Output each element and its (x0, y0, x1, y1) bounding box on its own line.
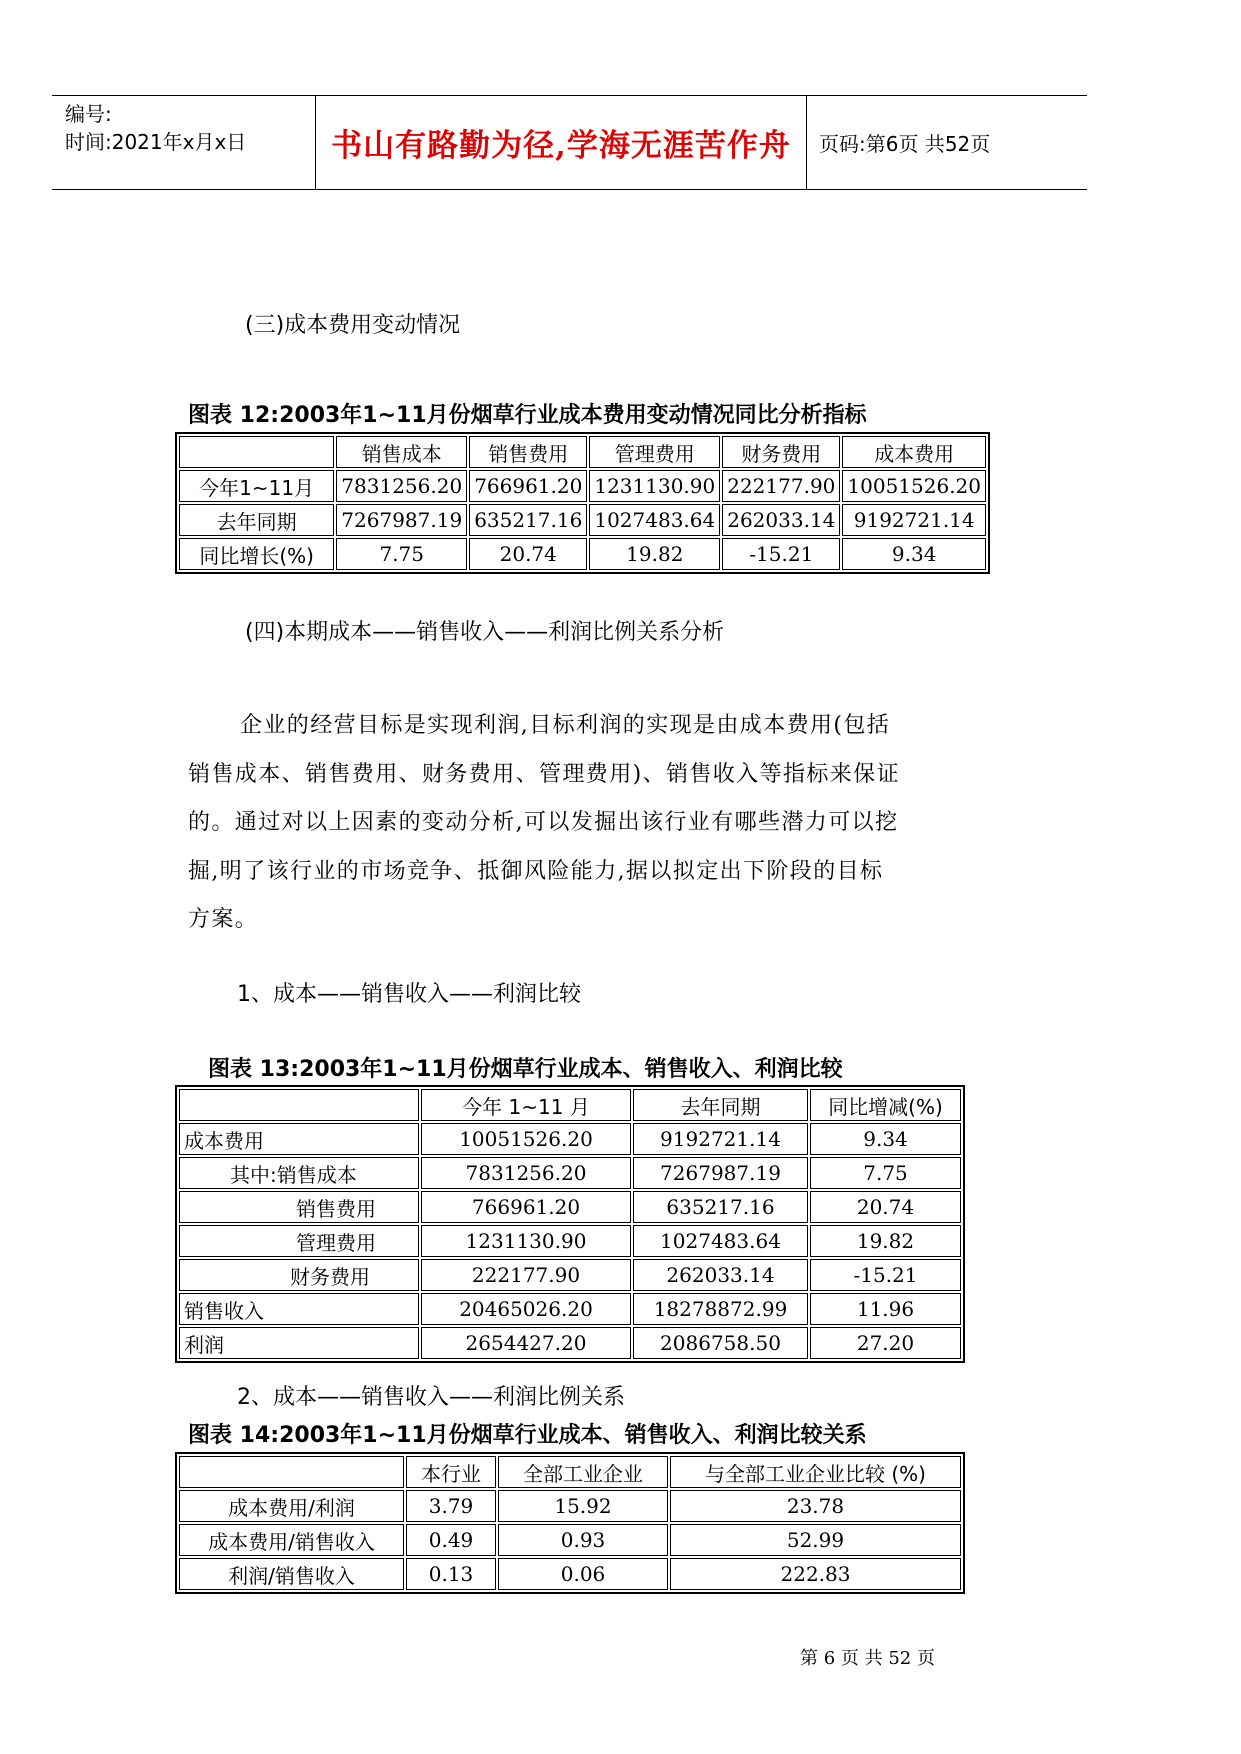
table13-header-cell: 同比增减(%) (810, 1089, 961, 1121)
header-meta (52, 96, 316, 189)
table13-header-cell (179, 1089, 419, 1121)
table-row (179, 538, 986, 570)
table12-cell: 7267987.19 (336, 504, 467, 536)
paragraph-line: 掘,明了该行业的市场竞争、抵御风险能力,据以拟定出下阶段的目标 (188, 858, 884, 884)
page-footer: 第 6 页 共 52 页 (800, 1648, 935, 1669)
table12-header-cell: 管理费用 (589, 436, 720, 468)
table13-cell: 1027483.64 (633, 1225, 808, 1257)
table13-header-cell: 今年 1~11 月 (421, 1089, 631, 1121)
table13-cell: 18278872.99 (633, 1293, 808, 1325)
header-time-label: 时间:2021年x月x日 (65, 130, 247, 154)
subsection-2-heading: 2、成本——销售收入——利润比例关系 (237, 1385, 625, 1410)
table12-cell: 9192721.14 (842, 504, 986, 536)
table13-row-label: 其中:销售成本 (179, 1157, 419, 1189)
table14-row-label: 成本费用/利润 (179, 1490, 404, 1522)
table12-caption: 图表 12:2003年1~11月份烟草行业成本费用变动情况同比分析指标 (188, 403, 867, 428)
table13-cell: 11.96 (810, 1293, 961, 1325)
body-paragraph (188, 702, 958, 945)
table12-cell: 19.82 (589, 538, 720, 570)
table-row (179, 1259, 961, 1291)
section-3-heading: (三)成本费用变动情况 (245, 313, 461, 338)
table12-cell: 20.74 (469, 538, 587, 570)
table12-row-label: 去年同期 (179, 504, 334, 536)
paragraph-line: 的。通过对以上因素的变动分析,可以发掘出该行业有哪些潜力可以挖 (188, 810, 899, 835)
table13-row-label: 销售费用 (179, 1191, 419, 1223)
table14-row-label: 成本费用/销售收入 (179, 1524, 404, 1556)
table13-cell: 222177.90 (421, 1259, 631, 1291)
table12-row-label: 今年1~11月 (179, 470, 334, 502)
table14-cell: 0.06 (498, 1558, 668, 1590)
table13-cell: 10051526.20 (421, 1123, 631, 1155)
table12-cell: 10051526.20 (842, 470, 986, 502)
table14-cell: 23.78 (670, 1490, 961, 1522)
paragraph-line: 销售成本、销售费用、财务费用、管理费用)、销售收入等指标来保证 (188, 761, 900, 787)
table14-caption: 图表 14:2003年1~11月份烟草行业成本、销售收入、利润比较关系 (188, 1423, 867, 1448)
table14-row-label: 利润/销售收入 (179, 1558, 404, 1590)
table13-cell: 2086758.50 (633, 1327, 808, 1359)
table14-cell: 0.93 (498, 1524, 668, 1556)
header-page-code (807, 96, 1087, 189)
table12-header-cell: 成本费用 (842, 436, 986, 468)
table12-cell: 1027483.64 (589, 504, 720, 536)
table13 (175, 1085, 965, 1363)
header-motto: 书山有路勤为径,学海无涯苦作舟 (316, 96, 807, 189)
page-header (52, 95, 1087, 190)
table12 (175, 432, 990, 574)
table13-cell: 9192721.14 (633, 1123, 808, 1155)
table-row (179, 1524, 961, 1556)
table12-cell: 7.75 (336, 538, 467, 570)
table13-header-cell: 去年同期 (633, 1089, 808, 1121)
table14-header-cell: 全部工业企业 (498, 1456, 668, 1488)
table13-row-label: 销售收入 (179, 1293, 419, 1325)
table14-cell: 0.49 (406, 1524, 496, 1556)
table12-cell: 7831256.20 (336, 470, 467, 502)
table14-header-cell: 与全部工业企业比较 (%) (670, 1456, 961, 1488)
table14 (175, 1452, 965, 1594)
table13-cell: 1231130.90 (421, 1225, 631, 1257)
table-row (179, 1123, 961, 1155)
table12-cell: 766961.20 (469, 470, 587, 502)
table13-cell: 7267987.19 (633, 1157, 808, 1189)
table-row (179, 1157, 961, 1189)
table12-cell: 9.34 (842, 538, 986, 570)
header-number-label: 编号: (65, 102, 112, 126)
table13-row-label: 成本费用 (179, 1123, 419, 1155)
subsection-1-heading: 1、成本——销售收入——利润比较 (237, 982, 581, 1007)
table-row (179, 1327, 961, 1359)
table-row (179, 1293, 961, 1325)
table13-caption: 图表 13:2003年1~11月份烟草行业成本、销售收入、利润比较 (208, 1057, 843, 1082)
table12-header-row (179, 436, 986, 468)
table14-cell: 0.13 (406, 1558, 496, 1590)
table12-cell: -15.21 (722, 538, 840, 570)
table13-cell: 20465026.20 (421, 1293, 631, 1325)
table12-header-cell: 销售费用 (469, 436, 587, 468)
table-row (179, 1191, 961, 1223)
table12-cell: 222177.90 (722, 470, 840, 502)
table13-row-label: 财务费用 (179, 1259, 419, 1291)
table13-cell: 2654427.20 (421, 1327, 631, 1359)
table-row (179, 1558, 961, 1590)
table14-cell: 222.83 (670, 1558, 961, 1590)
table14-cell: 52.99 (670, 1524, 961, 1556)
section-4-heading: (四)本期成本——销售收入——利润比例关系分析 (245, 620, 725, 645)
table12-header-cell: 销售成本 (336, 436, 467, 468)
table13-cell: 635217.16 (633, 1191, 808, 1223)
table-row (179, 470, 986, 502)
table12-cell: 635217.16 (469, 504, 587, 536)
table14-cell: 15.92 (498, 1490, 668, 1522)
table13-cell: 9.34 (810, 1123, 961, 1155)
table12-row-label: 同比增长(%) (179, 538, 334, 570)
table13-cell: 7831256.20 (421, 1157, 631, 1189)
table13-cell: 19.82 (810, 1225, 961, 1257)
table12-cell: 262033.14 (722, 504, 840, 536)
paragraph-line: 方案。 (188, 907, 259, 932)
table-row (179, 1225, 961, 1257)
table13-cell: 20.74 (810, 1191, 961, 1223)
table12-cell: 1231130.90 (589, 470, 720, 502)
table13-cell: 27.20 (810, 1327, 961, 1359)
table12-header-cell (179, 436, 334, 468)
table-row (179, 1490, 961, 1522)
table13-cell: 766961.20 (421, 1191, 631, 1223)
table-row (179, 504, 986, 536)
table14-header-cell (179, 1456, 404, 1488)
table13-row-label: 利润 (179, 1327, 419, 1359)
table13-cell: 262033.14 (633, 1259, 808, 1291)
table14-header-row (179, 1456, 961, 1488)
table13-row-label: 管理费用 (179, 1225, 419, 1257)
table13-header-row (179, 1089, 961, 1121)
table13-cell: -15.21 (810, 1259, 961, 1291)
table14-cell: 3.79 (406, 1490, 496, 1522)
paragraph-line: 企业的经营目标是实现利润,目标利润的实现是由成本费用(包括 (240, 713, 891, 738)
table12-header-cell: 财务费用 (722, 436, 840, 468)
header-page-code-text: 页码:第6页 共52页 (819, 132, 991, 156)
table14-header-cell: 本行业 (406, 1456, 496, 1488)
table13-cell: 7.75 (810, 1157, 961, 1189)
